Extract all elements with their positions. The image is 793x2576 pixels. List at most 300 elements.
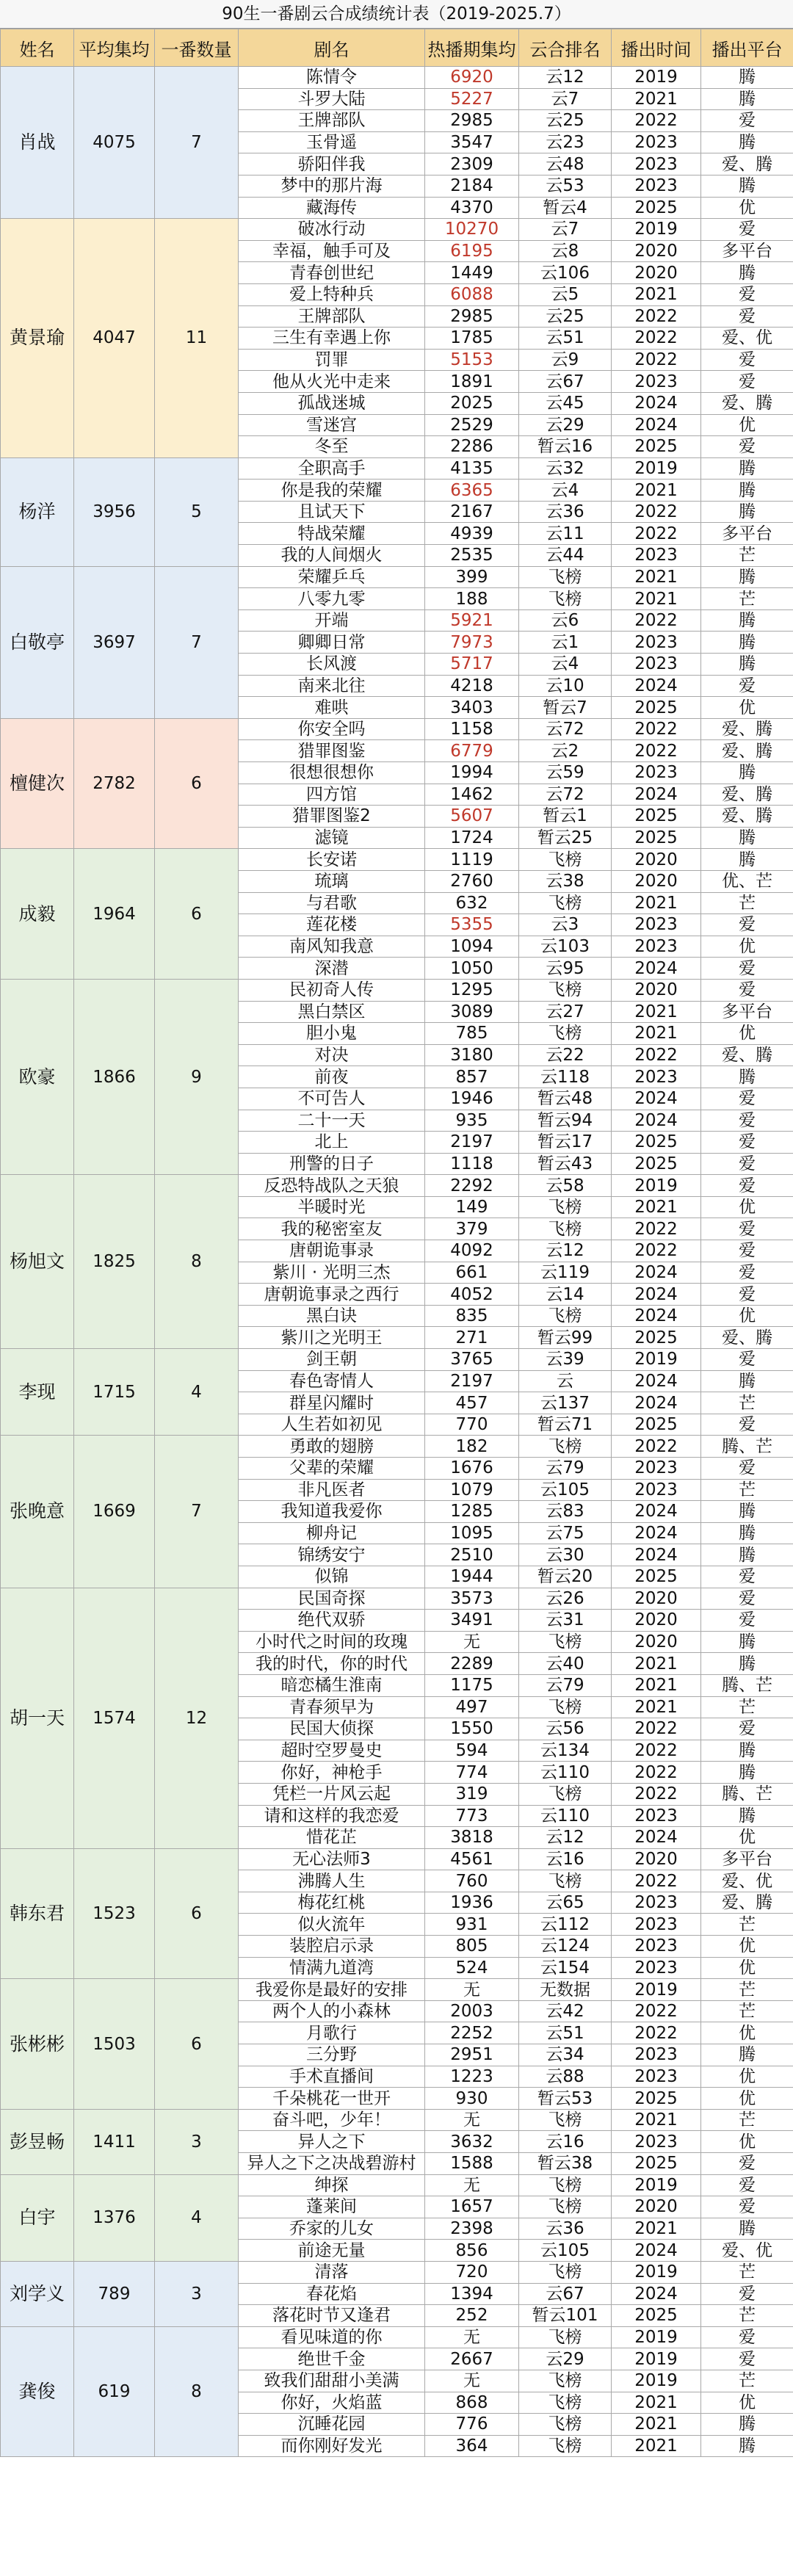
platform: 腾 bbox=[701, 1522, 793, 1544]
hot-avg: 1891 bbox=[425, 371, 519, 393]
rank: 云67 bbox=[519, 2283, 612, 2305]
show-title: 沸腾人生 bbox=[239, 1870, 425, 1892]
show-title: 我的秘密室友 bbox=[239, 1218, 425, 1240]
rank: 暂云1 bbox=[519, 806, 612, 828]
rank: 云16 bbox=[519, 2131, 612, 2153]
platform: 芒 bbox=[701, 1979, 793, 2001]
person-avg: 1574 bbox=[74, 1588, 155, 1848]
hot-avg: 2286 bbox=[425, 436, 519, 458]
year: 2019 bbox=[612, 457, 701, 480]
year: 2025 bbox=[612, 1566, 701, 1588]
hot-avg: 3403 bbox=[425, 697, 519, 719]
platform: 芒 bbox=[701, 588, 793, 610]
person-name: 李现 bbox=[1, 1349, 74, 1436]
rank: 暂云4 bbox=[519, 197, 612, 219]
hot-avg: 457 bbox=[425, 1392, 519, 1414]
person-count: 6 bbox=[155, 849, 239, 980]
platform: 爱 bbox=[701, 1349, 793, 1371]
platform: 爱、腾 bbox=[701, 153, 793, 176]
platform: 腾 bbox=[701, 2218, 793, 2240]
hot-avg: 5355 bbox=[425, 914, 519, 936]
show-title: 凭栏一片风云起 bbox=[239, 1783, 425, 1805]
hot-avg: 3765 bbox=[425, 1349, 519, 1371]
hot-avg: 805 bbox=[425, 1936, 519, 1958]
rank: 云36 bbox=[519, 2218, 612, 2240]
rank: 云3 bbox=[519, 914, 612, 936]
person-avg: 1715 bbox=[74, 1349, 155, 1436]
hot-avg: 1724 bbox=[425, 827, 519, 849]
show-title: 反恐特战队之天狼 bbox=[239, 1175, 425, 1197]
year: 2022 bbox=[612, 328, 701, 350]
hot-avg: 868 bbox=[425, 2392, 519, 2414]
platform: 爱 bbox=[701, 371, 793, 393]
hot-avg: 1936 bbox=[425, 1892, 519, 1914]
hot-avg: 6088 bbox=[425, 283, 519, 305]
show-title: 我知道我爱你 bbox=[239, 1501, 425, 1523]
show-title: 青春创世纪 bbox=[239, 262, 425, 284]
rank: 云95 bbox=[519, 958, 612, 980]
show-title: 装腔启示录 bbox=[239, 1936, 425, 1958]
show-title: 两个人的小森林 bbox=[239, 2000, 425, 2022]
hot-avg: 5607 bbox=[425, 806, 519, 828]
show-title: 民初奇人传 bbox=[239, 979, 425, 1001]
hot-avg: 1050 bbox=[425, 958, 519, 980]
year: 2023 bbox=[612, 175, 701, 197]
rank: 云103 bbox=[519, 936, 612, 958]
show-title: 王牌部队 bbox=[239, 110, 425, 132]
platform: 爱、腾 bbox=[701, 1044, 793, 1066]
platform: 腾、芒 bbox=[701, 1783, 793, 1805]
show-title: 长风渡 bbox=[239, 654, 425, 676]
hot-avg: 1462 bbox=[425, 784, 519, 806]
show-title: 暗恋橘生淮南 bbox=[239, 1674, 425, 1696]
show-title: 与君歌 bbox=[239, 892, 425, 914]
platform: 爱 bbox=[701, 1153, 793, 1175]
show-title: 绝代双骄 bbox=[239, 1610, 425, 1632]
rank: 云58 bbox=[519, 1175, 612, 1197]
hot-avg: 2289 bbox=[425, 1653, 519, 1675]
table-row bbox=[1, 1436, 793, 1458]
rank: 云79 bbox=[519, 1458, 612, 1480]
platform: 腾 bbox=[701, 762, 793, 784]
show-title: 民国大侦探 bbox=[239, 1718, 425, 1740]
platform: 芒 bbox=[701, 2370, 793, 2392]
platform: 腾 bbox=[701, 2435, 793, 2457]
hot-avg: 1119 bbox=[425, 849, 519, 871]
show-title: 南风知我意 bbox=[239, 936, 425, 958]
rank: 飞榜 bbox=[519, 2414, 612, 2436]
show-title: 蓬莱间 bbox=[239, 2196, 425, 2218]
person-count: 7 bbox=[155, 67, 239, 219]
year: 2021 bbox=[612, 1023, 701, 1045]
year: 2021 bbox=[612, 588, 701, 610]
year: 2021 bbox=[612, 892, 701, 914]
show-title: 很想很想你 bbox=[239, 762, 425, 784]
platform: 腾 bbox=[701, 1740, 793, 1762]
hot-avg: 2535 bbox=[425, 545, 519, 567]
person-count: 3 bbox=[155, 2261, 239, 2326]
show-title: 父辈的荣耀 bbox=[239, 1458, 425, 1480]
year: 2022 bbox=[612, 523, 701, 545]
show-title: 猎罪图鉴2 bbox=[239, 806, 425, 828]
platform: 芒 bbox=[701, 2000, 793, 2022]
year: 2021 bbox=[612, 2414, 701, 2436]
person-name: 张晚意 bbox=[1, 1436, 74, 1588]
platform: 爱 bbox=[701, 1262, 793, 1284]
rank: 云105 bbox=[519, 1479, 612, 1501]
person-avg: 4047 bbox=[74, 219, 155, 458]
platform: 芒 bbox=[701, 2261, 793, 2283]
hot-avg: 5717 bbox=[425, 654, 519, 676]
platform: 爱 bbox=[701, 305, 793, 328]
show-title: 紫川 · 光明三杰 bbox=[239, 1262, 425, 1284]
platform: 优 bbox=[701, 1196, 793, 1218]
year: 2023 bbox=[612, 371, 701, 393]
year: 2025 bbox=[612, 197, 701, 219]
hot-avg: 3573 bbox=[425, 1588, 519, 1610]
show-title: 斗罗大陆 bbox=[239, 88, 425, 110]
hot-avg: 2529 bbox=[425, 414, 519, 436]
platform: 腾 bbox=[701, 566, 793, 588]
hot-avg: 3491 bbox=[425, 1610, 519, 1632]
platform: 腾 bbox=[701, 88, 793, 110]
year: 2023 bbox=[612, 762, 701, 784]
rank: 云110 bbox=[519, 1805, 612, 1827]
show-title: 开端 bbox=[239, 609, 425, 632]
person-avg: 1964 bbox=[74, 849, 155, 980]
rank: 云 bbox=[519, 1370, 612, 1392]
year: 2024 bbox=[612, 2283, 701, 2305]
rank: 云34 bbox=[519, 2044, 612, 2066]
year: 2021 bbox=[612, 283, 701, 305]
header-rank: 云合排名 bbox=[519, 29, 612, 67]
person-count: 5 bbox=[155, 457, 239, 566]
year: 2019 bbox=[612, 1349, 701, 1371]
show-title: 荣耀乒乓 bbox=[239, 566, 425, 588]
hot-avg: 774 bbox=[425, 1762, 519, 1784]
rank: 云39 bbox=[519, 1349, 612, 1371]
year: 2021 bbox=[612, 1674, 701, 1696]
rank: 飞榜 bbox=[519, 1196, 612, 1218]
platform: 爱 bbox=[701, 2348, 793, 2370]
person-avg: 789 bbox=[74, 2261, 155, 2326]
rank: 飞榜 bbox=[519, 2370, 612, 2392]
platform: 爱 bbox=[701, 914, 793, 936]
person-name: 龚俊 bbox=[1, 2326, 74, 2457]
rank: 云75 bbox=[519, 1522, 612, 1544]
rank: 云118 bbox=[519, 1066, 612, 1088]
hot-avg: 无 bbox=[425, 2326, 519, 2348]
person-avg: 1669 bbox=[74, 1436, 155, 1588]
hot-avg: 4370 bbox=[425, 197, 519, 219]
hot-avg: 1944 bbox=[425, 1566, 519, 1588]
table-title: 90生一番剧云合成绩统计表（2019-2025.7） bbox=[0, 0, 793, 29]
hot-avg: 1785 bbox=[425, 328, 519, 350]
hot-avg: 1994 bbox=[425, 762, 519, 784]
rank: 云65 bbox=[519, 1892, 612, 1914]
hot-avg: 1158 bbox=[425, 718, 519, 740]
show-title: 绝世千金 bbox=[239, 2348, 425, 2370]
hot-avg: 3818 bbox=[425, 1827, 519, 1849]
show-title: 长安诺 bbox=[239, 849, 425, 871]
person-avg: 3697 bbox=[74, 566, 155, 718]
platform: 优 bbox=[701, 2088, 793, 2110]
rank: 飞榜 bbox=[519, 2109, 612, 2131]
show-title: 我爱你是最好的安排 bbox=[239, 1979, 425, 2001]
person-count: 7 bbox=[155, 1436, 239, 1588]
year: 2024 bbox=[612, 1827, 701, 1849]
rank: 云83 bbox=[519, 1501, 612, 1523]
platform: 多平台 bbox=[701, 1001, 793, 1023]
rank: 云25 bbox=[519, 305, 612, 328]
platform: 芒 bbox=[701, 1914, 793, 1936]
show-title: 黑白禁区 bbox=[239, 1001, 425, 1023]
platform: 多平台 bbox=[701, 240, 793, 262]
show-title: 三生有幸遇上你 bbox=[239, 328, 425, 350]
year: 2023 bbox=[612, 1957, 701, 1979]
year: 2022 bbox=[612, 110, 701, 132]
hot-avg: 3547 bbox=[425, 131, 519, 153]
person-avg: 3956 bbox=[74, 457, 155, 566]
platform: 芒 bbox=[701, 2109, 793, 2131]
person-name: 杨旭文 bbox=[1, 1175, 74, 1349]
rank: 云4 bbox=[519, 480, 612, 502]
platform: 腾 bbox=[701, 1762, 793, 1784]
year: 2024 bbox=[612, 1392, 701, 1414]
platform: 优、芒 bbox=[701, 870, 793, 892]
platform: 爱 bbox=[701, 283, 793, 305]
rank: 云48 bbox=[519, 153, 612, 176]
hot-avg: 379 bbox=[425, 1218, 519, 1240]
show-title: 情满九道湾 bbox=[239, 1957, 425, 1979]
hot-avg: 1175 bbox=[425, 1674, 519, 1696]
rank: 云23 bbox=[519, 131, 612, 153]
hot-avg: 1118 bbox=[425, 1153, 519, 1175]
show-title: 深潜 bbox=[239, 958, 425, 980]
hot-avg: 6365 bbox=[425, 480, 519, 502]
hot-avg: 4218 bbox=[425, 675, 519, 697]
rank: 暂云48 bbox=[519, 1088, 612, 1110]
hot-avg: 无 bbox=[425, 1631, 519, 1653]
hot-avg: 1449 bbox=[425, 262, 519, 284]
person-count: 4 bbox=[155, 1349, 239, 1436]
platform: 优 bbox=[701, 2022, 793, 2044]
hot-avg: 1946 bbox=[425, 1088, 519, 1110]
person-count: 4 bbox=[155, 2174, 239, 2261]
rank: 暂云99 bbox=[519, 1327, 612, 1349]
show-title: 王牌部队 bbox=[239, 305, 425, 328]
person-name: 成毅 bbox=[1, 849, 74, 980]
hot-avg: 252 bbox=[425, 2305, 519, 2327]
platform: 腾 bbox=[701, 1370, 793, 1392]
hot-avg: 661 bbox=[425, 1262, 519, 1284]
person-count: 11 bbox=[155, 219, 239, 458]
show-title: 我的人间烟火 bbox=[239, 545, 425, 567]
show-title: 刑警的日子 bbox=[239, 1153, 425, 1175]
show-title: 你好，神枪手 bbox=[239, 1762, 425, 1784]
show-title: 二十一天 bbox=[239, 1110, 425, 1132]
rank: 云42 bbox=[519, 2000, 612, 2022]
rank: 云36 bbox=[519, 501, 612, 523]
show-title: 春色寄情人 bbox=[239, 1370, 425, 1392]
show-title: 梦中的那片海 bbox=[239, 175, 425, 197]
platform: 腾 bbox=[701, 131, 793, 153]
rank: 暂云17 bbox=[519, 1132, 612, 1154]
person-avg: 1523 bbox=[74, 1848, 155, 1979]
hot-avg: 2184 bbox=[425, 175, 519, 197]
platform: 爱、腾 bbox=[701, 1892, 793, 1914]
platform: 爱 bbox=[701, 349, 793, 371]
header-show: 剧名 bbox=[239, 29, 425, 67]
hot-avg: 524 bbox=[425, 1957, 519, 1979]
year: 2022 bbox=[612, 1436, 701, 1458]
rank: 云9 bbox=[519, 349, 612, 371]
platform: 腾 bbox=[701, 457, 793, 480]
hot-avg: 188 bbox=[425, 588, 519, 610]
hot-avg: 6195 bbox=[425, 240, 519, 262]
hot-avg: 1079 bbox=[425, 1479, 519, 1501]
hot-avg: 2003 bbox=[425, 2000, 519, 2022]
header-row bbox=[1, 29, 793, 67]
platform: 芒 bbox=[701, 1696, 793, 1718]
year: 2022 bbox=[612, 609, 701, 632]
show-title: 孤战迷城 bbox=[239, 392, 425, 414]
year: 2024 bbox=[612, 1284, 701, 1306]
rank: 云72 bbox=[519, 718, 612, 740]
year: 2021 bbox=[612, 2392, 701, 2414]
platform: 爱 bbox=[701, 1414, 793, 1436]
year: 2025 bbox=[612, 1327, 701, 1349]
person-name: 白敬亭 bbox=[1, 566, 74, 718]
table-row bbox=[1, 2174, 793, 2196]
table-row bbox=[1, 2326, 793, 2348]
platform: 爱 bbox=[701, 1458, 793, 1480]
hot-avg: 857 bbox=[425, 1066, 519, 1088]
year: 2021 bbox=[612, 2218, 701, 2240]
show-title: 藏海传 bbox=[239, 197, 425, 219]
hot-avg: 2510 bbox=[425, 1544, 519, 1566]
year: 2020 bbox=[612, 849, 701, 871]
year: 2021 bbox=[612, 1001, 701, 1023]
table-row bbox=[1, 1588, 793, 1610]
rank: 飞榜 bbox=[519, 2392, 612, 2414]
person-avg: 1411 bbox=[74, 2109, 155, 2174]
hot-avg: 1295 bbox=[425, 979, 519, 1001]
show-title: 胆小鬼 bbox=[239, 1023, 425, 1045]
platform: 爱、优 bbox=[701, 2240, 793, 2262]
year: 2023 bbox=[612, 2131, 701, 2153]
platform: 爱 bbox=[701, 2326, 793, 2348]
year: 2020 bbox=[612, 262, 701, 284]
person-name: 白宇 bbox=[1, 2174, 74, 2261]
platform: 爱 bbox=[701, 219, 793, 241]
rank: 飞榜 bbox=[519, 1870, 612, 1892]
show-title: 你安全吗 bbox=[239, 718, 425, 740]
rank: 暂云71 bbox=[519, 1414, 612, 1436]
year: 2019 bbox=[612, 2326, 701, 2348]
platform: 爱 bbox=[701, 436, 793, 458]
hot-avg: 2197 bbox=[425, 1370, 519, 1392]
platform: 优 bbox=[701, 197, 793, 219]
person-count: 12 bbox=[155, 1588, 239, 1848]
hot-avg: 6920 bbox=[425, 67, 519, 89]
show-title: 似锦 bbox=[239, 1566, 425, 1588]
year: 2022 bbox=[612, 1240, 701, 1262]
rank: 云7 bbox=[519, 219, 612, 241]
year: 2025 bbox=[612, 1132, 701, 1154]
hot-avg: 2309 bbox=[425, 153, 519, 176]
year: 2025 bbox=[612, 2153, 701, 2175]
platform: 腾 bbox=[701, 1066, 793, 1088]
platform: 爱 bbox=[701, 1110, 793, 1132]
show-title: 落花时节又逢君 bbox=[239, 2305, 425, 2327]
year: 2023 bbox=[612, 632, 701, 654]
year: 2019 bbox=[612, 1175, 701, 1197]
hot-avg: 4052 bbox=[425, 1284, 519, 1306]
show-title: 我的时代，你的时代 bbox=[239, 1653, 425, 1675]
platform: 爱 bbox=[701, 1718, 793, 1740]
platform: 腾 bbox=[701, 1653, 793, 1675]
person-count: 9 bbox=[155, 979, 239, 1174]
show-title: 莲花楼 bbox=[239, 914, 425, 936]
person-avg: 619 bbox=[74, 2326, 155, 2457]
rank: 云154 bbox=[519, 1957, 612, 1979]
rank: 暂云20 bbox=[519, 1566, 612, 1588]
rank: 飞榜 bbox=[519, 979, 612, 1001]
show-title: 陈情令 bbox=[239, 67, 425, 89]
rank: 云110 bbox=[519, 1762, 612, 1784]
show-title: 锦绣安宁 bbox=[239, 1544, 425, 1566]
year: 2019 bbox=[612, 219, 701, 241]
rank: 飞榜 bbox=[519, 1305, 612, 1327]
year: 2025 bbox=[612, 2305, 701, 2327]
show-title: 黑白诀 bbox=[239, 1305, 425, 1327]
hot-avg: 2985 bbox=[425, 305, 519, 328]
year: 2023 bbox=[612, 1066, 701, 1088]
platform: 爱、优 bbox=[701, 328, 793, 350]
show-title: 唐朝诡事录之西行 bbox=[239, 1284, 425, 1306]
year: 2023 bbox=[612, 2066, 701, 2088]
hot-avg: 2025 bbox=[425, 392, 519, 414]
person-avg: 1866 bbox=[74, 979, 155, 1174]
hot-avg: 2252 bbox=[425, 2022, 519, 2044]
rank: 云1 bbox=[519, 632, 612, 654]
rank: 云51 bbox=[519, 2022, 612, 2044]
rank: 云8 bbox=[519, 240, 612, 262]
rank: 飞榜 bbox=[519, 1023, 612, 1045]
show-title: 前途无量 bbox=[239, 2240, 425, 2262]
hot-avg: 4939 bbox=[425, 523, 519, 545]
platform: 爱、优 bbox=[701, 1870, 793, 1892]
year: 2024 bbox=[612, 2240, 701, 2262]
show-title: 玉骨遥 bbox=[239, 131, 425, 153]
show-title: 不可告人 bbox=[239, 1088, 425, 1110]
year: 2024 bbox=[612, 1522, 701, 1544]
rank: 飞榜 bbox=[519, 2261, 612, 2283]
year: 2021 bbox=[612, 566, 701, 588]
person-name: 胡一天 bbox=[1, 1588, 74, 1848]
show-title: 他从火光中走来 bbox=[239, 371, 425, 393]
year: 2024 bbox=[612, 1501, 701, 1523]
show-title: 前夜 bbox=[239, 1066, 425, 1088]
year: 2020 bbox=[612, 1848, 701, 1870]
show-title: 异人之下之决战碧游村 bbox=[239, 2153, 425, 2175]
hot-avg: 无 bbox=[425, 2174, 519, 2196]
year: 2022 bbox=[612, 2022, 701, 2044]
person-name: 黄景瑜 bbox=[1, 219, 74, 458]
hot-avg: 6779 bbox=[425, 740, 519, 762]
hot-avg: 632 bbox=[425, 892, 519, 914]
